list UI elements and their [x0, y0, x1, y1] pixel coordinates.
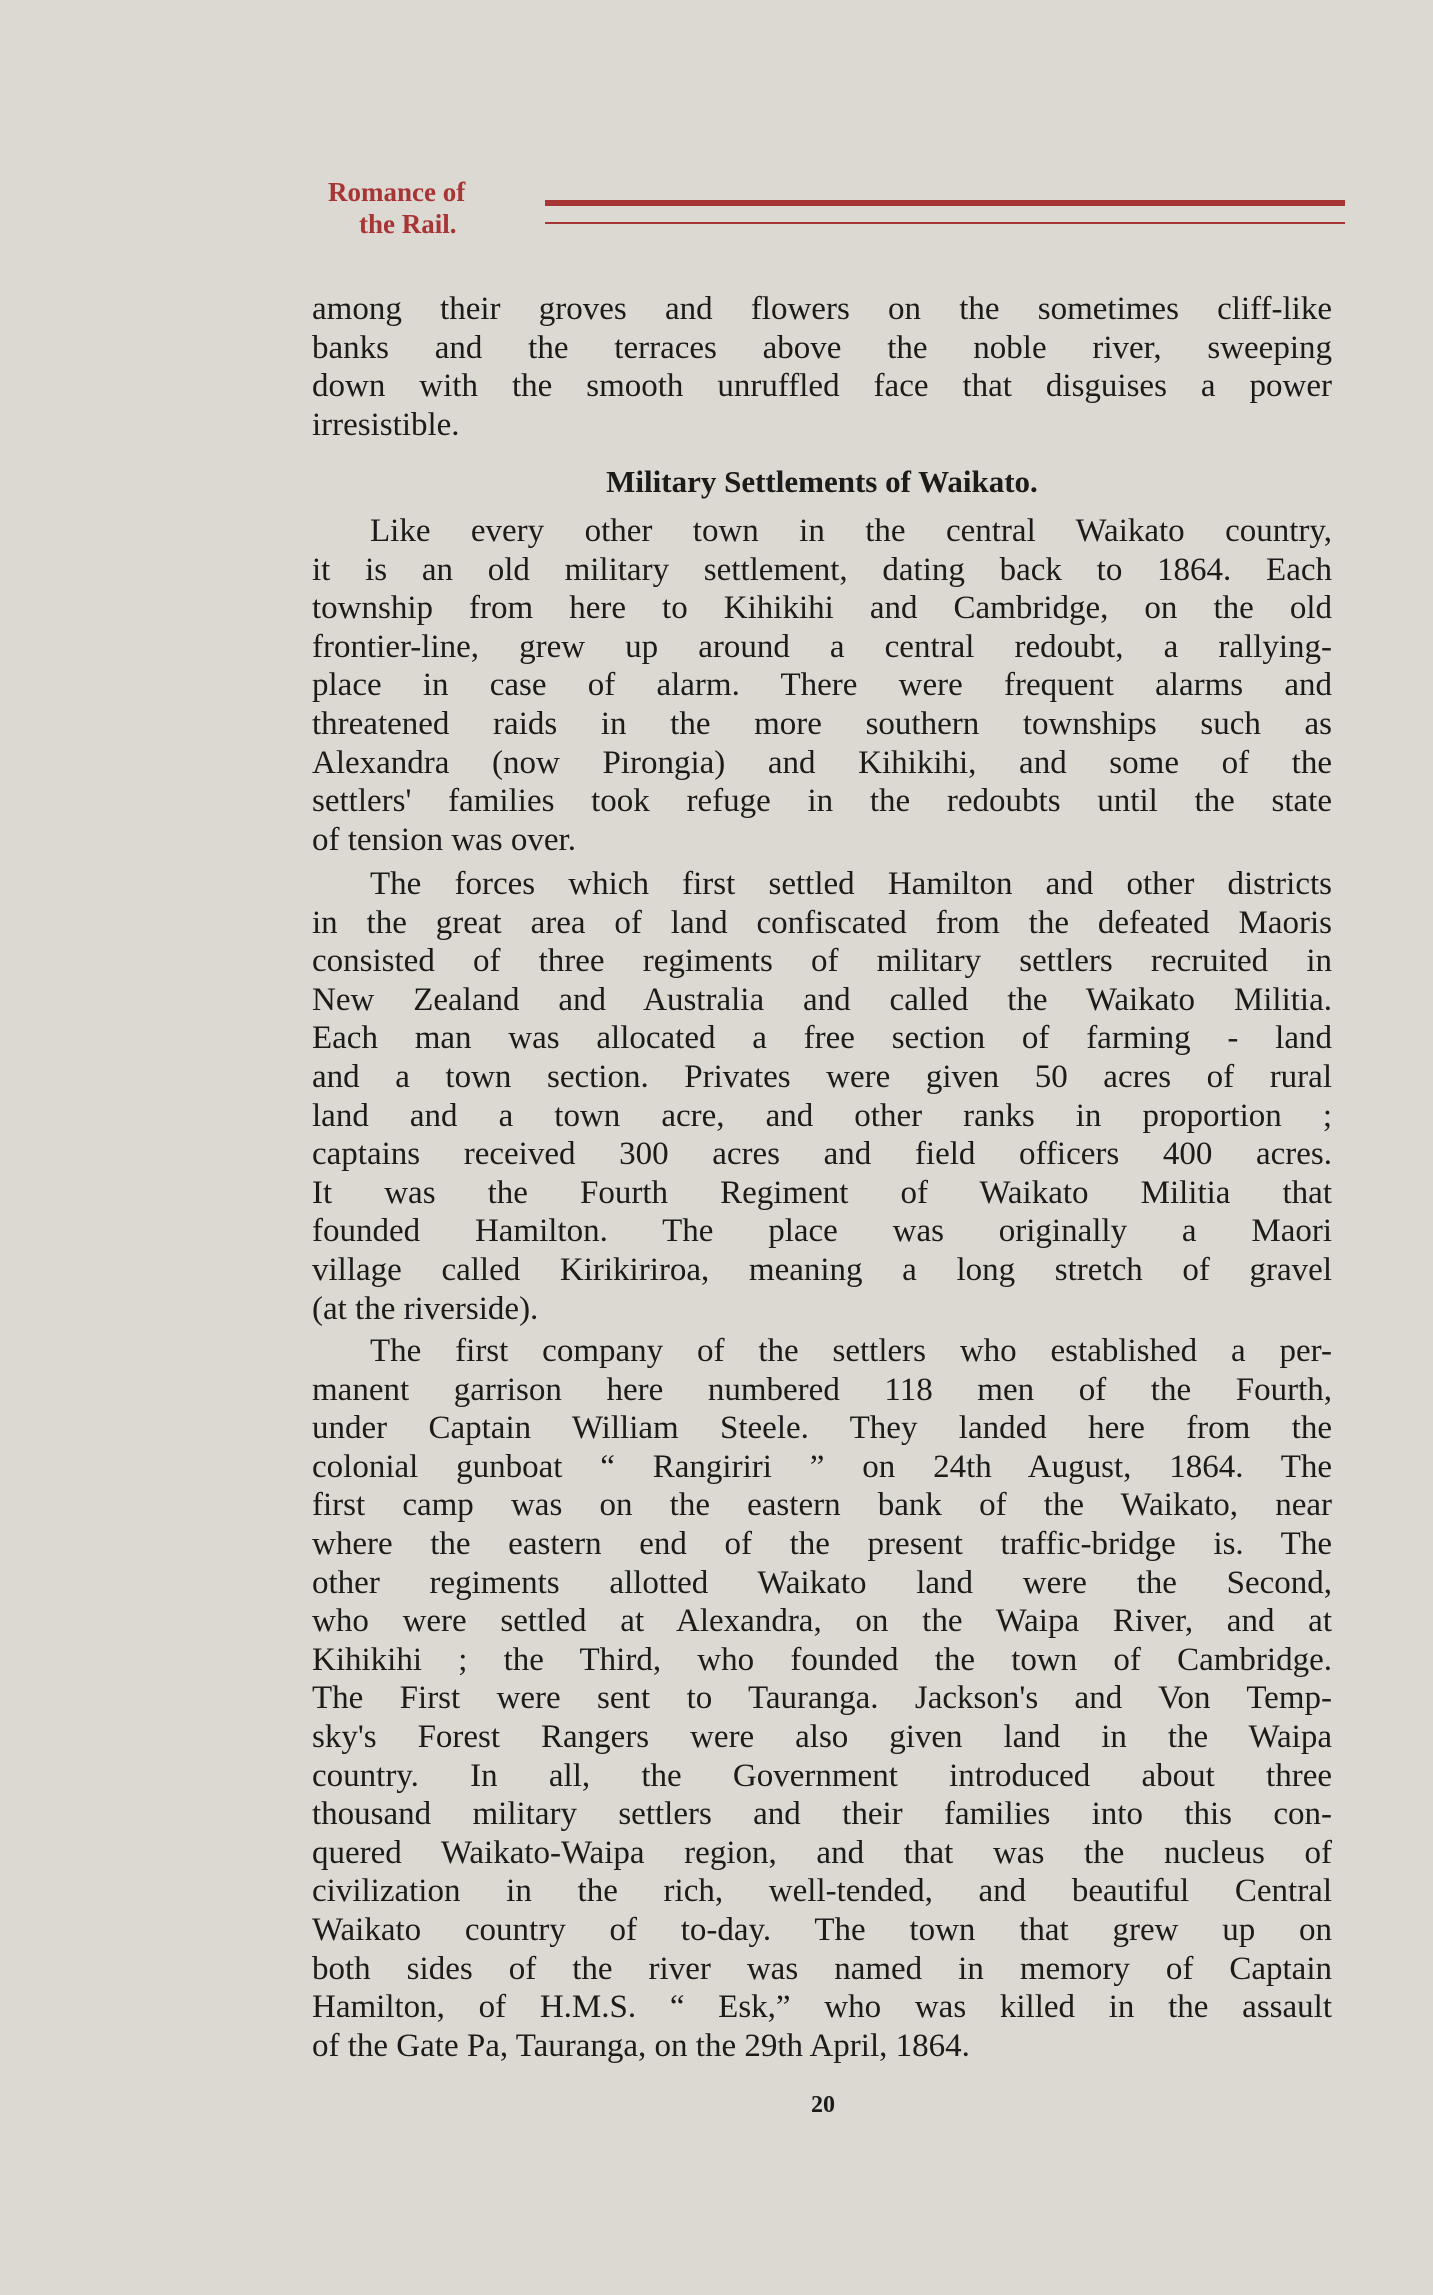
- text-line: New Zealand and Australia and called the Waikato Militia.: [312, 981, 1332, 1018]
- page-number: 20: [811, 2092, 835, 2118]
- text-line: township from here to Kihikihi and Cambridge, on the old: [312, 590, 1332, 627]
- text-line: Hamilton, of H.M.S. “ Esk,” who was killed in the assault: [312, 1989, 1332, 2026]
- text-line: place in case of alarm. There were frequent alarms and: [312, 667, 1332, 704]
- text-line: under Captain William Steele. They landed here from the: [312, 1410, 1332, 1447]
- text-line: The First were sent to Tauranga. Jackson's and Von Temp-: [312, 1680, 1332, 1717]
- text-line: (at the riverside).: [312, 1290, 539, 1327]
- paragraph: [312, 512, 1332, 859]
- section-heading: Military Settlements of Waikato.: [606, 464, 1038, 499]
- text-line: frontier-line, grew up around a central redoubt, a rallying-: [312, 628, 1332, 665]
- running-header-line2: the Rail.: [359, 209, 457, 239]
- text-line: banks and the terraces above the noble river, sweeping: [312, 329, 1332, 366]
- text-line: other regiments allotted Waikato land were the Second,: [312, 1564, 1332, 1601]
- text-line: country. In all, the Government introduced about three: [312, 1757, 1332, 1794]
- text-line: civilization in the rich, well-tended, and beautiful Central: [312, 1873, 1332, 1910]
- paragraph: [312, 1332, 1332, 2065]
- text-line: colonial gunboat “ Rangiriri ” on 24th August, 1864. The: [312, 1448, 1332, 1485]
- text-line: irresistible.: [312, 406, 460, 443]
- text-line: sky's Forest Rangers were also given land in the Waipa: [312, 1718, 1332, 1755]
- text-line: Kihikihi ; the Third, who founded the town of Cambridge.: [312, 1641, 1332, 1678]
- text-line: thousand military settlers and their families into this con-: [312, 1796, 1332, 1833]
- text-line: where the eastern end of the present traffic-bridge is. The: [312, 1525, 1332, 1562]
- text-line: settlers' families took refuge in the redoubts until the state: [312, 783, 1332, 820]
- text-line: both sides of the river was named in memory of Captain: [312, 1950, 1332, 1987]
- text-line: who were settled at Alexandra, on the Waipa River, and at: [312, 1603, 1332, 1640]
- text-line: first camp was on the eastern bank of the Waikato, near: [312, 1487, 1332, 1524]
- paragraph: [312, 865, 1332, 1328]
- text-line: founded Hamilton. The place was originally a Maori: [312, 1213, 1332, 1250]
- text-line: consisted of three regiments of military settlers recruited in: [312, 943, 1332, 980]
- text-line: village called Kirikiriroa, meaning a long stretch of gravel: [312, 1251, 1332, 1288]
- text-line: The first company of the settlers who established a per-: [370, 1333, 1332, 1369]
- text-line: quered Waikato-Waipa region, and that was the nucleus of: [312, 1834, 1332, 1871]
- text-line: threatened raids in the more southern townships such as: [312, 705, 1332, 742]
- text-line: Each man was allocated a free section of farming - land: [312, 1020, 1332, 1057]
- text-line: it is an old military settlement, dating back to 1864. Each: [312, 551, 1332, 588]
- text-line: Waikato country of to-day. The town that grew up on: [312, 1911, 1332, 1948]
- text-line: The forces which first settled Hamilton and other districts: [370, 866, 1332, 902]
- paragraph: [312, 290, 1332, 444]
- text-line: Alexandra (now Pirongia) and Kihikihi, and some of the: [312, 744, 1332, 781]
- text-line: of the Gate Pa, Tauranga, on the 29th April, 1864.: [312, 2027, 970, 2064]
- text-line: among their groves and flowers on the sometimes cliff-like: [312, 291, 1332, 327]
- text-line: down with the smooth unruffled face that disguises a power: [312, 368, 1332, 405]
- header-rule-thick: [545, 200, 1345, 206]
- text-line: Like every other town in the central Waikato country,: [370, 513, 1332, 549]
- text-line: captains received 300 acres and field officers 400 acres.: [312, 1136, 1332, 1173]
- text-line: of tension was over.: [312, 821, 576, 858]
- text-line: manent garrison here numbered 118 men of the Fourth,: [312, 1371, 1332, 1408]
- text-line: land and a town acre, and other ranks in proportion ;: [312, 1097, 1332, 1134]
- text-line: in the great area of land confiscated from the defeated Maoris: [312, 904, 1332, 941]
- running-header-line1: Romance of: [328, 177, 466, 207]
- text-line: and a town section. Privates were given 50 acres of rural: [312, 1058, 1332, 1095]
- header-rule-thin: [545, 222, 1345, 224]
- text-line: It was the Fourth Regiment of Waikato Militia that: [312, 1174, 1332, 1211]
